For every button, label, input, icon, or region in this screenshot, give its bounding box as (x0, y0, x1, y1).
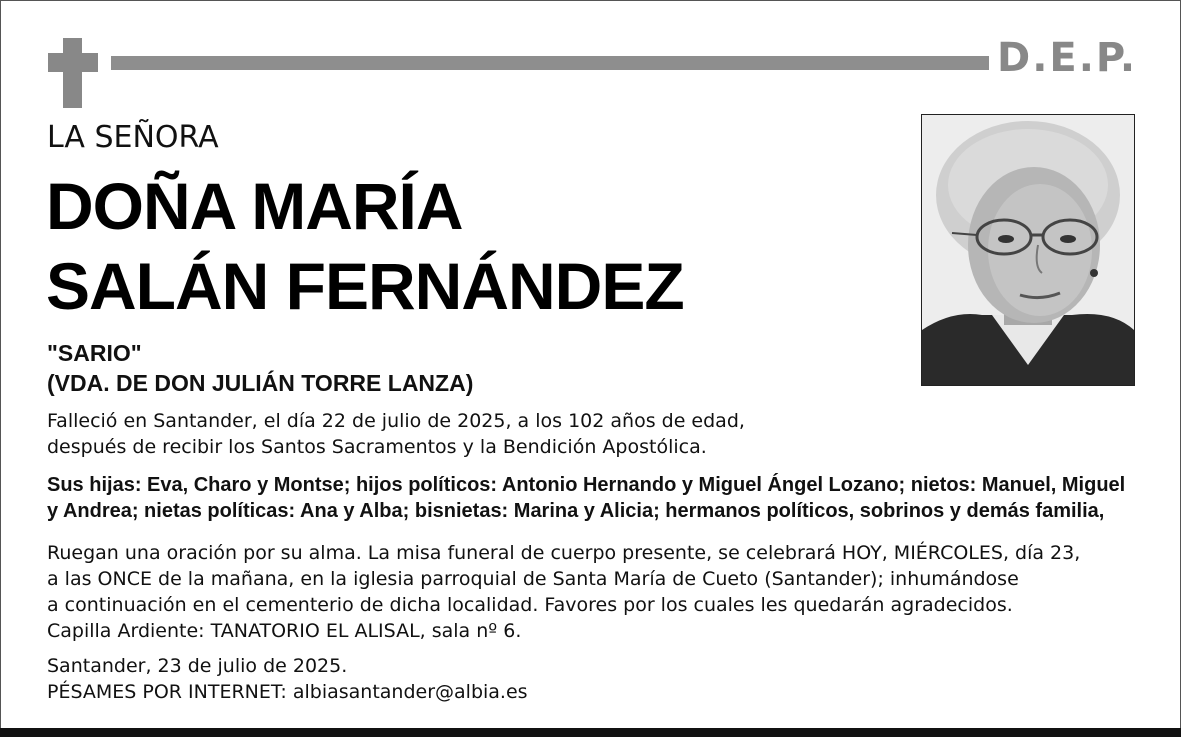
cross-icon-bar (48, 53, 98, 72)
service-line: a continuación en el cementerio de dicha localidad. Favores por los cuales les quedarán agradecidos. (47, 594, 1013, 616)
service-line: Capilla Ardiente: TANATORIO EL ALISAL, sala nº 6. (47, 620, 522, 642)
family-list (47, 472, 1126, 524)
header-rule (111, 56, 989, 70)
deceased-name-line-2: SALÁN FERNÁNDEZ (46, 249, 684, 323)
dep-label: D.E.P. (997, 35, 1138, 81)
family-line: Sus hijas: Eva, Charo y Montse; hijos políticos: Antonio Hernando y Miguel Ángel Lozano; nietos: Manuel, Miguel (47, 474, 1126, 496)
family-line: y Andrea; nietas políticas: Ana y Alba; bisnietas: Marina y Alicia; hermanos políticos, sobrinos y demás familia, (47, 500, 1105, 522)
service-line: Ruegan una oración por su alma. La misa funeral de cuerpo presente, se celebrará HOY, MIÉRCOLES, día 23, (47, 542, 1081, 564)
deceased-name-line-1: DOÑA MARÍA (46, 169, 463, 243)
closing-date: Santander, 23 de julio de 2025. (47, 655, 348, 677)
death-notice (47, 408, 1117, 460)
condolences-line: PÉSAMES POR INTERNET: albiasantander@albia.es (47, 681, 528, 703)
service-details (47, 540, 1117, 644)
closing (47, 653, 1117, 705)
nickname: "SARIO" (47, 340, 142, 366)
portrait-photo (921, 114, 1135, 386)
death-notice-line: Falleció en Santander, el día 22 de julio de 2025, a los 102 años de edad, (47, 410, 745, 432)
portrait-illustration (922, 115, 1134, 385)
service-line: a las ONCE de la mañana, en la iglesia parroquial de Santa María de Cueto (Santander); inhumándose (47, 568, 1019, 590)
intro-title: LA SEÑORA (47, 120, 219, 155)
widow-line: (VDA. DE DON JULIÁN TORRE LANZA) (47, 370, 474, 396)
bottom-bar (0, 728, 1181, 737)
death-notice-line: después de recibir los Santos Sacramentos y la Bendición Apostólica. (47, 436, 707, 458)
cross-icon (63, 38, 82, 108)
